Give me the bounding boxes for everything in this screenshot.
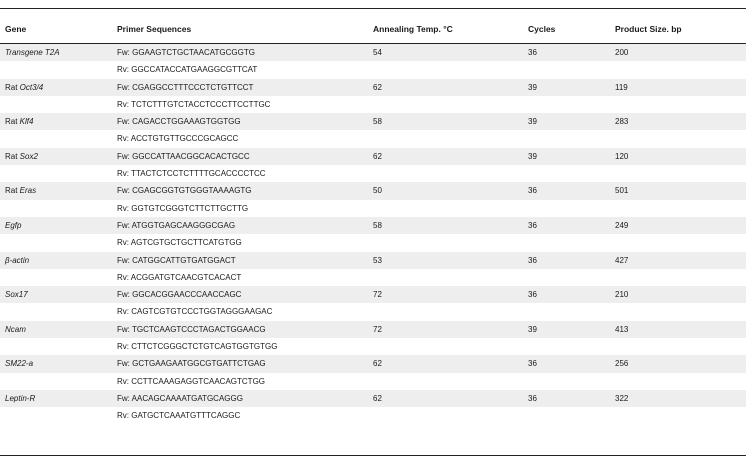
forward-primer: Fw: ATGGTGAGCAAGGGCGAG bbox=[117, 220, 236, 230]
table-row bbox=[0, 269, 746, 286]
gene-name bbox=[5, 390, 35, 407]
gene-symbol: Sox17 bbox=[5, 290, 28, 300]
product-size: 200 bbox=[615, 48, 629, 57]
product-size: 249 bbox=[615, 220, 629, 230]
cycles-value: 39 bbox=[528, 324, 537, 334]
reverse-primer: Rv: TTACTCTCCTCTTTTGCACCCCTCC bbox=[117, 169, 266, 179]
cycles-value: 39 bbox=[528, 151, 537, 161]
gene-symbol: Sox2 bbox=[19, 151, 38, 161]
cycles-value: 36 bbox=[528, 255, 537, 265]
table-row bbox=[0, 96, 746, 113]
table-row bbox=[0, 355, 746, 372]
bottom-rule bbox=[0, 455, 746, 456]
table-row bbox=[0, 338, 746, 355]
table-row bbox=[0, 217, 746, 234]
forward-primer: Fw: CATGGCATTGTGATGGACT bbox=[117, 255, 236, 265]
gene-prefix: Rat bbox=[5, 151, 20, 161]
annealing-temp: 62 bbox=[373, 82, 382, 92]
annealing-temp: 50 bbox=[373, 186, 382, 196]
forward-primer: Fw: GGAAGTCTGCTAACATGCGGTG bbox=[117, 48, 255, 57]
reverse-primer: Rv: ACCTGTGTTGCCCGCAGCC bbox=[117, 134, 239, 144]
product-size: 119 bbox=[615, 82, 628, 92]
table-row bbox=[0, 182, 746, 199]
table-row bbox=[0, 130, 746, 147]
gene-prefix: Rat bbox=[5, 186, 20, 196]
reverse-primer: Rv: AGTCGTGCTGCTTCATGTGG bbox=[117, 238, 242, 248]
reverse-primer: Rv: GATGCTCAAATGTTTCAGGC bbox=[117, 411, 241, 421]
reverse-primer: Rv: GGTGTCGGGTCTTCTTGCTTG bbox=[117, 203, 249, 213]
annealing-temp: 62 bbox=[373, 151, 382, 161]
cycles-value: 36 bbox=[528, 290, 537, 300]
table-row bbox=[0, 321, 746, 338]
table-row bbox=[0, 200, 746, 217]
table-row bbox=[0, 252, 746, 269]
table-row bbox=[0, 79, 746, 96]
cycles-value: 36 bbox=[528, 220, 537, 230]
reverse-primer: Rv: CCTTCAAAGAGGTCAACAGTCTGG bbox=[117, 376, 266, 386]
product-size: 501 bbox=[615, 186, 629, 196]
table-row bbox=[0, 303, 746, 320]
product-size: 120 bbox=[615, 151, 629, 161]
forward-primer: Fw: GGCCATTAACGGCACACTGCC bbox=[117, 151, 250, 161]
annealing-temp: 58 bbox=[373, 220, 382, 230]
forward-primer: Fw: GGCACGGAACCCAACCAGC bbox=[117, 290, 242, 300]
gene-name bbox=[5, 79, 43, 96]
header-gene: Gene bbox=[5, 24, 27, 34]
annealing-temp: 62 bbox=[373, 393, 382, 403]
forward-primer: Fw: CAGACCTGGAAAGTGGTGG bbox=[117, 117, 241, 127]
table-row bbox=[0, 61, 746, 78]
gene-name bbox=[5, 182, 36, 199]
reverse-primer: Rv: CAGTCGTGTCCCTGGTAGGGAAGAC bbox=[117, 307, 273, 317]
gene-prefix: Rat bbox=[5, 117, 20, 127]
header-cycles: Cycles bbox=[528, 24, 556, 34]
header-primer: Primer Sequences bbox=[117, 24, 192, 34]
gene-name bbox=[5, 217, 21, 234]
reverse-primer: Rv: CTTCTCGGGCTCTGTCAGTGGTGTGG bbox=[117, 342, 278, 352]
product-size: 210 bbox=[615, 290, 629, 300]
table-row bbox=[0, 113, 746, 130]
cycles-value: 36 bbox=[528, 359, 537, 369]
gene-name bbox=[5, 113, 33, 130]
gene-prefix: Rat bbox=[5, 82, 20, 92]
product-size: 283 bbox=[615, 117, 629, 127]
product-size: 427 bbox=[615, 255, 629, 265]
table-row bbox=[0, 407, 746, 424]
table-row bbox=[0, 165, 746, 182]
gene-symbol: β-actin bbox=[5, 255, 30, 265]
forward-primer: Fw: GCTGAAGAATGGCGTGATTCTGAG bbox=[117, 359, 266, 369]
header-temp: Annealing Temp. °C bbox=[373, 24, 453, 34]
table-row bbox=[0, 148, 746, 165]
table-row bbox=[0, 234, 746, 251]
gene-name bbox=[5, 252, 29, 269]
annealing-temp: 72 bbox=[373, 324, 382, 334]
cycles-value: 36 bbox=[528, 393, 537, 403]
annealing-temp: 58 bbox=[373, 117, 382, 127]
product-size: 256 bbox=[615, 359, 629, 369]
cycles-value: 39 bbox=[528, 117, 537, 127]
gene-name bbox=[5, 321, 26, 338]
annealing-temp: 54 bbox=[373, 48, 382, 57]
annealing-temp: 62 bbox=[373, 359, 382, 369]
forward-primer: Fw: AACAGCAAAATGATGCAGGG bbox=[117, 393, 243, 403]
table-row bbox=[0, 44, 746, 61]
gene-name bbox=[5, 148, 38, 165]
cycles-value: 36 bbox=[528, 48, 537, 57]
table-body bbox=[0, 44, 746, 425]
reverse-primer: Rv: ACGGATGTCAACGTCACACT bbox=[117, 272, 242, 282]
forward-primer: Fw: CGAGGCCTTTCCCTCTGTTCCT bbox=[117, 82, 254, 92]
product-size: 413 bbox=[615, 324, 629, 334]
gene-symbol: Transgene T2A bbox=[5, 48, 60, 57]
forward-primer: Fw: CGAGCGGTGTGGGTAAAAGTG bbox=[117, 186, 252, 196]
gene-symbol: Oct3/4 bbox=[19, 82, 44, 92]
reverse-primer: Rv: GGCCATACCATGAAGGCGTTCAT bbox=[117, 65, 258, 75]
gene-symbol: Egfp bbox=[5, 220, 22, 230]
gene-name bbox=[5, 44, 60, 61]
product-size: 322 bbox=[615, 393, 629, 403]
header-size: Product Size. bp bbox=[615, 24, 682, 34]
annealing-temp: 53 bbox=[373, 255, 382, 265]
gene-name bbox=[5, 286, 28, 303]
gene-name bbox=[5, 355, 33, 372]
cycles-value: 36 bbox=[528, 186, 537, 196]
cycles-value: 39 bbox=[528, 82, 537, 92]
forward-primer: Fw: TGCTCAAGTCCCTAGACTGGAACG bbox=[117, 324, 266, 334]
table-row bbox=[0, 390, 746, 407]
table-header bbox=[0, 8, 746, 43]
gene-symbol: SM22-a bbox=[5, 359, 34, 369]
gene-symbol: Leptin-R bbox=[5, 393, 36, 403]
gene-symbol: Eras bbox=[19, 186, 37, 196]
reverse-primer: Rv: TCTCTTTGTCTACCTCCCTTCCTTGC bbox=[117, 99, 271, 109]
annealing-temp: 72 bbox=[373, 290, 382, 300]
table-row bbox=[0, 286, 746, 303]
table-row bbox=[0, 373, 746, 390]
gene-symbol: Klf4 bbox=[19, 117, 34, 127]
gene-symbol: Ncam bbox=[5, 324, 26, 334]
